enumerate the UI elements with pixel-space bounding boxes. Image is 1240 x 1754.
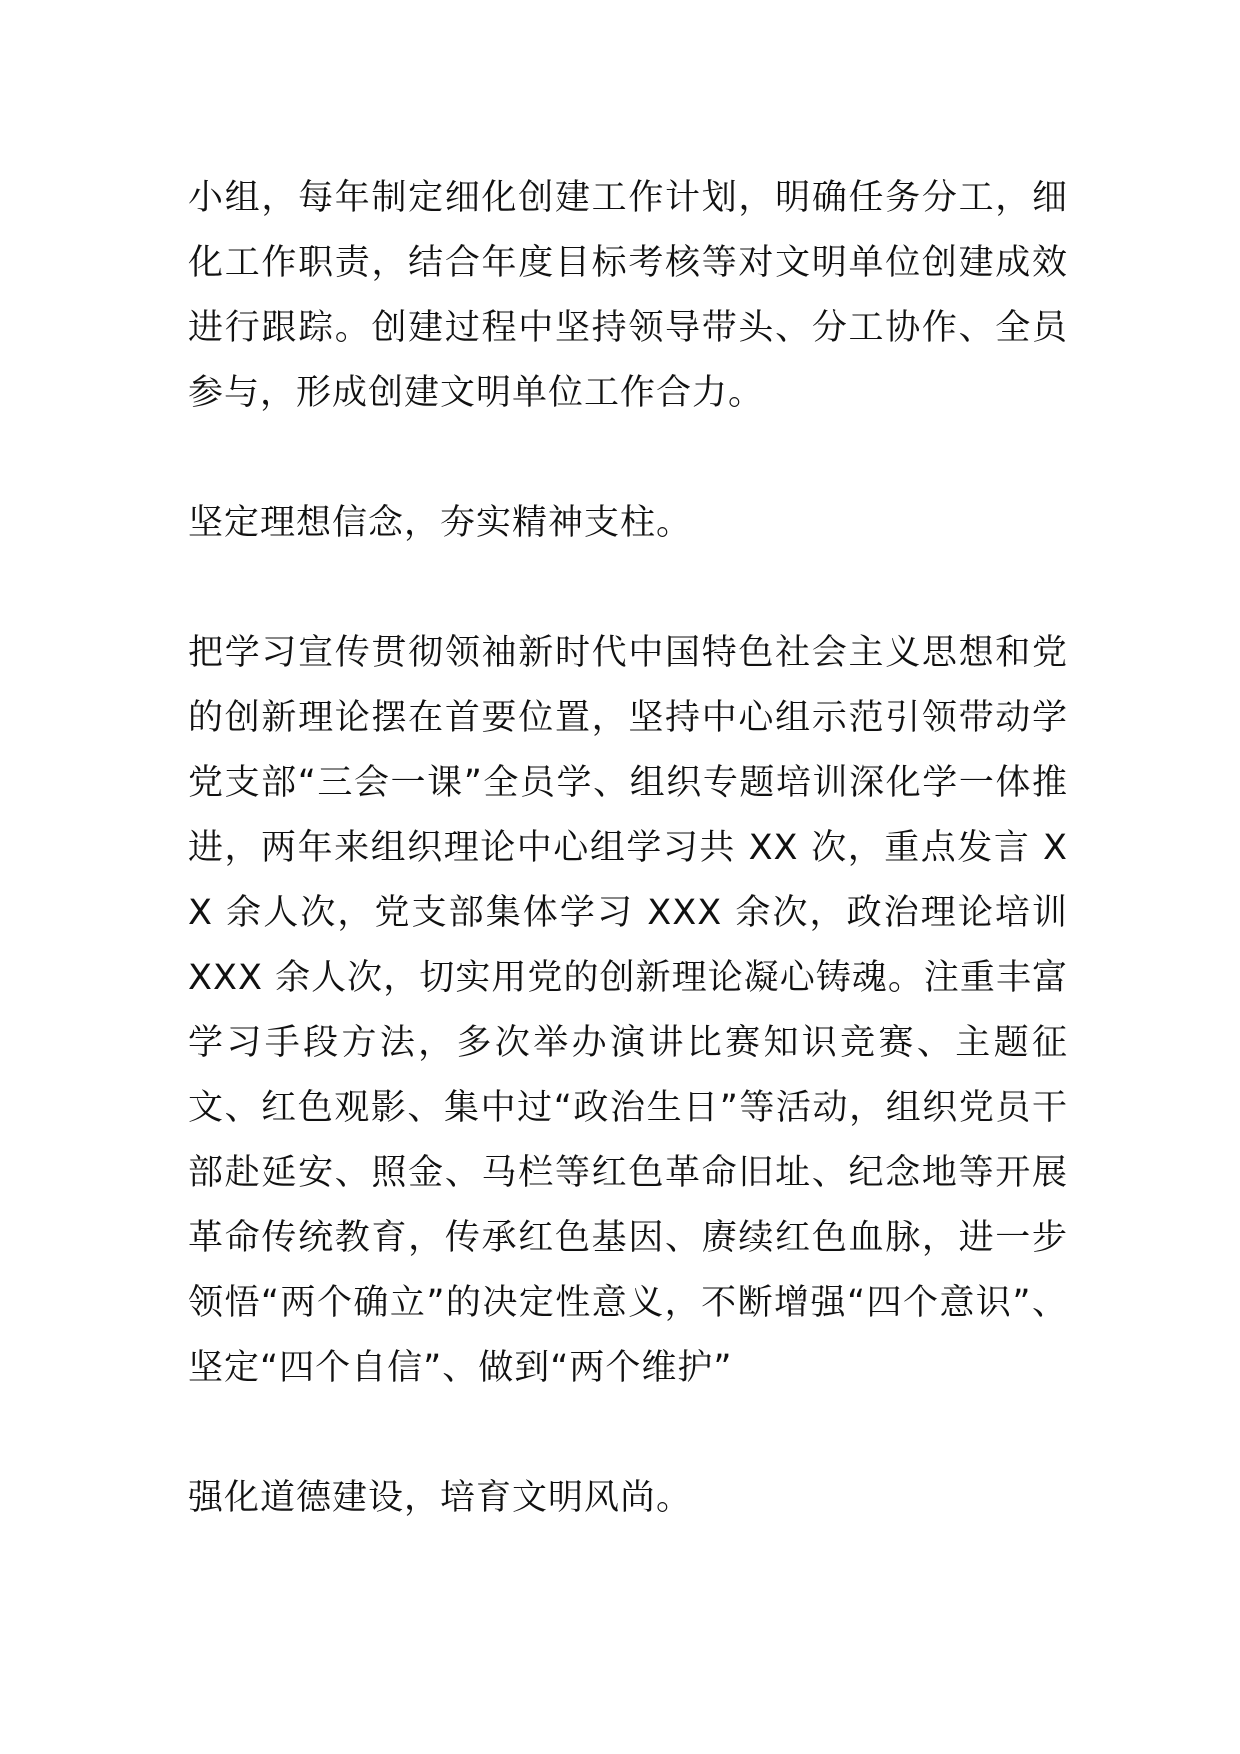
paragraph-spacer	[188, 1401, 1068, 1466]
document-body	[188, 166, 1068, 1531]
paragraph-creation-work: 小组，每年制定细化创建工作计划，明确任务分工，细化工作职责，结合年度目标考核等对文明单位创建成效进行跟踪。创建过程中坚持领导带头、分工协作、全员参与，形成创建文明单位工作合力。	[188, 178, 1068, 413]
paragraph-spacer	[188, 556, 1068, 621]
section-heading-ideals: 坚定理想信念，夯实精神支柱。	[188, 503, 693, 543]
paragraph-theory-study: 把学习宣传贯彻领袖新时代中国特色社会主义思想和党的创新理论摆在首要位置，坚持中心组示范引领带动学党支部“三会一课”全员学、组织专题培训深化学一体推进，两年来组织理论中心组学习共 XX 次，重点发言 XX 余人次，党支部集体学习 XXX 余次，政治理论培训 XXX 余人次，切实用党的创新理论凝心铸魂。注重丰富学习手段方法，多次举办演讲比赛知识竞赛、主题征文、红色观影、集中过“政治生日”等活动，组织党员干部赴延安、照金、马栏等红色革命旧址、纪念地等开展革命传统教育，传承红色基因、赓续红色血脉，进一步领悟“两个确立”的决定性意义，不断增强“四个意识”、坚定“四个自信”、做到“两个维护”	[188, 633, 1068, 1388]
section-heading-morality: 强化道德建设，培育文明风尚。	[188, 1478, 693, 1518]
paragraph-spacer	[188, 426, 1068, 491]
